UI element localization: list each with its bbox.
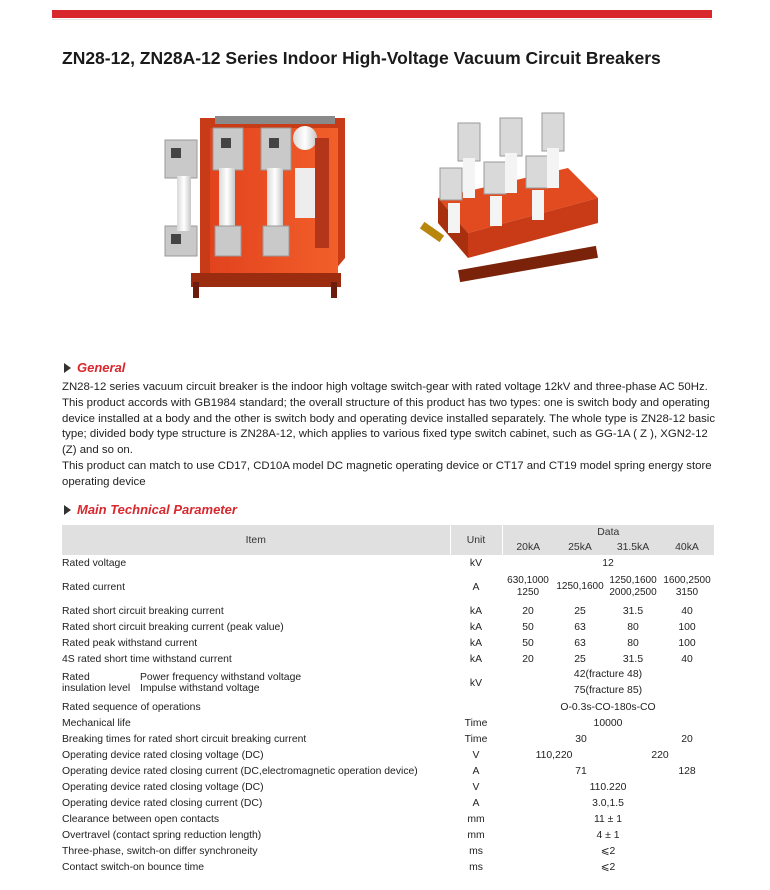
- row-value: 71: [575, 765, 587, 777]
- product-photo-zn28a: [418, 108, 603, 293]
- row-item: 4S rated short time withstand current: [62, 653, 232, 665]
- insulation-label-line: insulation level: [62, 683, 131, 694]
- row-item: Overtravel (contact spring reduction length): [62, 829, 262, 841]
- product-photo-zn28: [155, 108, 350, 300]
- row-unit: kV: [469, 677, 483, 689]
- header-unit: Unit: [450, 525, 502, 555]
- value-line: 42(fracture 48): [573, 669, 643, 680]
- row-item: Clearance between open contacts: [62, 813, 220, 825]
- row-value: [660, 571, 714, 603]
- row-value: ⩽2: [600, 846, 616, 857]
- row-value: 50: [522, 621, 534, 633]
- row-unit: Time: [464, 717, 488, 729]
- row-unit: kA: [469, 605, 483, 617]
- row-value: [502, 667, 714, 699]
- row-value: ⩽2: [600, 862, 616, 873]
- row-value: 100: [678, 621, 696, 633]
- row-value: 100: [678, 637, 696, 649]
- value-line: 2000,2500: [609, 587, 657, 598]
- table-row: [62, 635, 714, 651]
- row-item: Rated peak withstand current: [62, 637, 198, 649]
- table-row: [62, 651, 714, 667]
- header-item: Item: [62, 525, 450, 555]
- header-data: Data: [502, 525, 714, 541]
- technical-parameter-table: [62, 525, 714, 875]
- row-value: 20: [681, 733, 693, 745]
- row-unit: mm: [467, 829, 485, 841]
- row-unit: Time: [464, 733, 488, 745]
- row-value: [502, 571, 554, 603]
- table-row: [62, 619, 714, 635]
- row-value: 1250,1600: [556, 581, 604, 592]
- insulation-label-line: Rated: [62, 672, 90, 683]
- row-unit: ms: [469, 861, 483, 873]
- table-row: [62, 603, 714, 619]
- header-current: 31.5kA: [606, 541, 660, 555]
- row-value: 30: [575, 733, 587, 745]
- row-value: 12: [602, 557, 614, 569]
- value-line: 630,1000: [507, 575, 549, 586]
- row-item: Contact switch-on bounce time: [62, 861, 205, 873]
- header-red-bar: [52, 10, 712, 18]
- row-value: 3.0,1.5: [592, 797, 624, 809]
- row-unit: V: [472, 781, 480, 793]
- row-value: O-0.3s-CO-180s-CO: [560, 701, 656, 713]
- row-value: 110.220: [589, 781, 627, 793]
- triangle-bullet-icon: [64, 363, 71, 373]
- header-current: 25kA: [554, 541, 606, 555]
- row-value: 63: [574, 621, 586, 633]
- row-unit: A: [472, 581, 480, 593]
- row-item: Rated short circuit breaking current: [62, 605, 224, 617]
- row-item: Rated short circuit breaking current (peak value): [62, 621, 284, 633]
- row-item: Rated voltage: [62, 557, 127, 569]
- row-value: 31.5: [622, 653, 644, 665]
- table-row: [62, 859, 714, 875]
- row-value: 80: [627, 621, 639, 633]
- header-current: 40kA: [660, 541, 714, 555]
- row-item: Operating device rated closing voltage (DC): [62, 781, 264, 793]
- value-line: 1600,2500: [663, 575, 711, 586]
- row-value: 40: [681, 605, 693, 617]
- table-row: [62, 699, 714, 715]
- row-unit: kV: [469, 557, 483, 569]
- table-row: [62, 811, 714, 827]
- row-item: Breaking times for rated short circuit breaking current: [62, 733, 307, 745]
- insulation-sub-item: Impulse withstand voltage: [140, 683, 260, 694]
- row-item: Operating device rated closing voltage (DC): [62, 749, 264, 761]
- row-value: 63: [574, 637, 586, 649]
- value-line: 75(fracture 85): [573, 685, 643, 696]
- row-value: 128: [678, 765, 696, 777]
- section-heading-label: Main Technical Parameter: [77, 502, 237, 517]
- row-value: 110,220: [535, 749, 573, 761]
- general-description: [62, 380, 718, 491]
- row-value: 20: [522, 605, 534, 617]
- row-unit: A: [472, 797, 480, 809]
- table-row: [62, 555, 714, 571]
- row-item: Rated current: [62, 581, 125, 593]
- table-row: [62, 747, 714, 763]
- general-paragraph: This product can match to use CD17, CD10A model DC magnetic operating device or CT17 and CT19 model spring energy store operating device: [62, 459, 712, 488]
- table-row: [62, 795, 714, 811]
- row-value: 20: [522, 653, 534, 665]
- table-row: [62, 731, 714, 747]
- header-divider: [52, 19, 712, 20]
- row-item: Operating device rated closing current (DC): [62, 797, 263, 809]
- value-line: 1250,1600: [609, 575, 657, 586]
- row-item: Rated sequence of operations: [62, 701, 201, 713]
- table-row: [62, 779, 714, 795]
- row-unit: V: [472, 749, 480, 761]
- value-line: 1250: [516, 587, 540, 598]
- row-value: 10000: [593, 717, 623, 729]
- insulation-sub-items: [140, 672, 301, 694]
- row-unit: A: [472, 765, 480, 777]
- row-unit: kA: [469, 653, 483, 665]
- row-item: Operating device rated closing current (DC,electromagnetic operation device): [62, 765, 418, 777]
- row-value: 50: [522, 637, 534, 649]
- row-value: 25: [574, 605, 586, 617]
- row-unit: mm: [467, 813, 485, 825]
- row-value: 220: [651, 749, 669, 761]
- header-current: 20kA: [502, 541, 554, 555]
- insulation-label: [62, 672, 140, 694]
- section-heading-parameters: [64, 502, 237, 517]
- insulation-sub-item: Power frequency withstand voltage: [140, 672, 302, 683]
- row-item: Mechanical life: [62, 717, 131, 729]
- row-unit: ms: [469, 845, 483, 857]
- triangle-bullet-icon: [64, 505, 71, 515]
- row-value: 11 ± 1: [593, 813, 623, 825]
- table-row: [62, 763, 714, 779]
- row-item: [62, 667, 450, 699]
- page-title: ZN28-12, ZN28A-12 Series Indoor High-Voltage Vacuum Circuit Breakers: [62, 48, 661, 68]
- row-value: 40: [681, 653, 693, 665]
- value-line: 3150: [675, 587, 699, 598]
- row-value: [606, 571, 660, 603]
- table-row: [62, 715, 714, 731]
- row-value: 25: [574, 653, 586, 665]
- table-row: [62, 571, 714, 603]
- section-heading-label: General: [77, 360, 126, 375]
- row-value: 80: [627, 637, 639, 649]
- row-unit: [450, 699, 502, 715]
- row-item: Three-phase, switch-on differ synchroneity: [62, 845, 258, 857]
- table-row: [62, 843, 714, 859]
- table-row: [62, 827, 714, 843]
- row-unit: kA: [469, 621, 483, 633]
- general-paragraph: ZN28-12 series vacuum circuit breaker is the indoor high voltage switch-gear with rated voltage 12kV and three-phase AC 50Hz. This product accords with GB1984 standard; the overall structure of this product has two types: one is switch body and operating device installed at a body and the other is switch body and operating device installed separately. The whole type is ZN28-12 basic type; divided body type structure is ZN28A-12, which applies to various fixed type switch cabinet, such as GG-1A ( Z ), XGN2-12 (Z) and so on.: [62, 381, 716, 457]
- section-heading-general: [64, 360, 125, 375]
- row-value: 4 ± 1: [596, 829, 620, 841]
- row-value: 31.5: [622, 605, 644, 617]
- table-row: [62, 667, 714, 699]
- row-unit: kA: [469, 637, 483, 649]
